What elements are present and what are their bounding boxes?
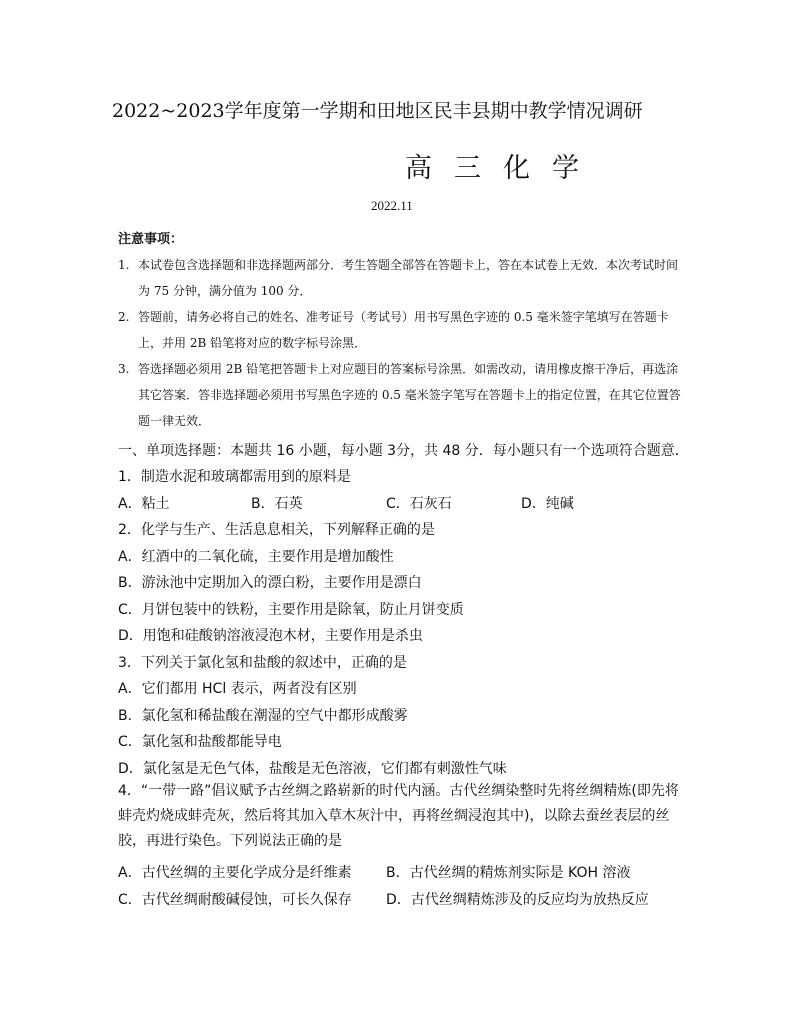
note-item <box>118 252 688 304</box>
subject-char: 高 <box>405 153 432 184</box>
note-text: 本试卷包含选择题和非选择题两部分．考生答题全部答在答题卡上，答在本试卷上无效．本次考试时间为 75 分钟，满分值为 100 分． <box>138 258 679 298</box>
note-item <box>118 304 688 356</box>
note-text: 答选择题必须用 2B 铅笔把答题卡上对应题目的答案标号涂黑．如需改动，请用橡皮擦干净后，再选涂其它答案．答非选择题必须用书写黑色字迹的 0.5 毫米签字笔写在答题卡上的指定位置，在其它位置答题一律无效． <box>138 362 681 428</box>
option-a: A．粘土 <box>118 496 170 512</box>
option-b: B．古代丝绸的精炼剂实际是 KOH 溶液 <box>386 865 631 881</box>
question-stem: 4．“一带一路”倡议赋予古丝绸之路崭新的时代内涵。古代丝绸染整时先将丝绸精炼(即先将蚌壳灼烧成蚌壳灰，然后将其加入草木灰汁中，再将丝绸浸泡其中)，以除去蚕丝表层的丝胶，再进行染色。下列说法正确的是 <box>118 783 679 849</box>
option-c: C．石灰石 <box>386 496 452 512</box>
option-d: D．氯化氢是无色气体，盐酸是无色溶液，它们都有刺激性气味 <box>118 761 507 777</box>
question-stem: 1．制造水泥和玻璃都需用到的原料是 <box>118 469 351 485</box>
subject-title <box>405 146 601 185</box>
option-b: B．游泳池中定期加入的漂白粉，主要作用是漂白 <box>118 575 422 591</box>
subject-char: 化 <box>503 153 530 184</box>
option-d: D．古代丝绸精炼涉及的反应均为放热反应 <box>386 892 649 908</box>
note-item <box>118 356 688 434</box>
option-a: A．红酒中的二氧化硫，主要作用是增加酸性 <box>118 549 394 565</box>
subject-char: 三 <box>454 153 481 184</box>
exam-title: 2022~2023学年度第一学期和田地区民丰县期中教学情况调研 <box>112 100 643 122</box>
note-number: 2. <box>118 310 130 324</box>
note-text: 答题前，请务必将自己的姓名、准考证号（考试号）用书写黑色字迹的 0.5 毫米签字笔填写在答题卡上，并用 2B 铅笔将对应的数字标号涂黑． <box>138 310 669 350</box>
option-d: D．用饱和硅酸钠溶液浸泡木材，主要作用是杀虫 <box>118 628 423 644</box>
option-d: D．纯碱 <box>521 496 574 512</box>
option-c: C．氯化氢和盐酸都能导电 <box>118 734 282 750</box>
option-a: A．古代丝绸的主要化学成分是纤维素 <box>118 865 352 881</box>
note-number: 3. <box>118 362 130 376</box>
option-b: B．石英 <box>251 496 303 512</box>
option-c: C．古代丝绸耐酸碱侵蚀，可长久保存 <box>118 892 352 908</box>
question-stem: 3．下列关于氯化氢和盐酸的叙述中，正确的是 <box>118 655 407 671</box>
exam-date: 2022.11 <box>371 198 413 213</box>
section-heading: 一、单项选择题：本题共 16 小题，每小题 3分，共 48 分．每小题只有一个选项符合题意． <box>118 443 689 459</box>
question-stem: 2．化学与生产、生活息息相关，下列解释正确的是 <box>118 522 435 538</box>
option-c: C．月饼包装中的铁粉，主要作用是除氧，防止月饼变质 <box>118 602 464 618</box>
subject-char: 学 <box>552 153 579 184</box>
option-b: B．氯化氢和稀盐酸在潮湿的空气中都形成酸雾 <box>118 708 408 724</box>
note-number: 1. <box>118 258 130 272</box>
notes-heading: 注意事项： <box>118 232 184 247</box>
option-a: A．它们都用 HCl 表示，两者没有区别 <box>118 681 357 697</box>
